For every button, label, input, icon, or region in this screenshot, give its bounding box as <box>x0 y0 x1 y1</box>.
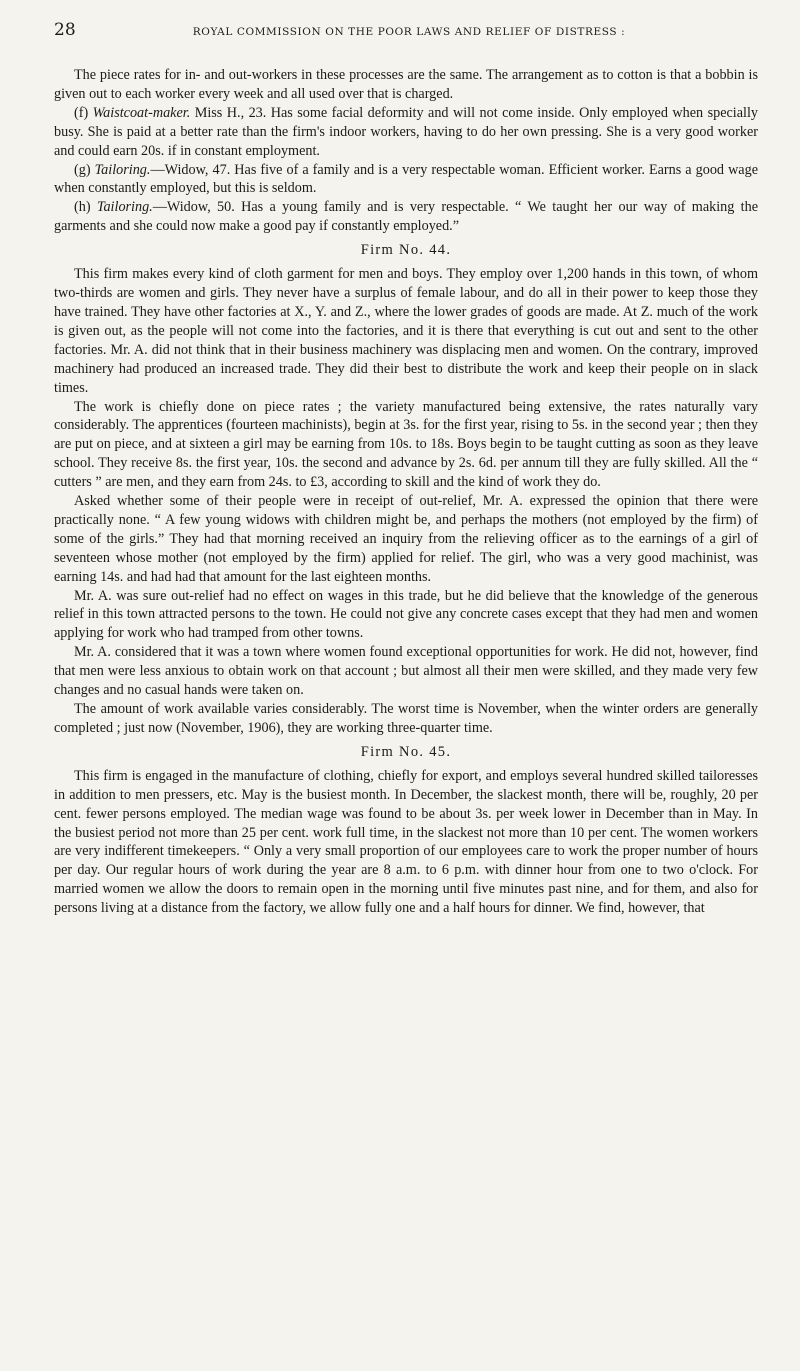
case-entry-g: (g) Tailoring.—Widow, 47. Has five of a family and is a very respectable woman. Efficient worker. Earns a good wage when constantly employed, but this is seldom. <box>54 161 759 197</box>
paragraph: Asked whether some of their people were in receipt of out-relief, Mr. A. expressed the opinion that there were practically none. “ A few young widows with children might be, and perhaps the mothers (not employed by the firm) of some of the girls.” They had that morning received an inquiry from the relieving officer as to the earnings of a girl of seventeen whose mother (not employed by the firm) applied for relief. The girl, who was a very good machinist, was earning 14s. and had had that amount for the last eighteen months. <box>54 493 758 585</box>
paragraph: The work is chiefly done on piece rates ; the variety manufactured being extensive, the rates naturally vary considerably. The apprentices (fourteen machinists), begin at 3s. for the first year, rising to 5s. in the second year ; then they are put on piece, and at sixteen a girl may be earning from 10s. to 18s. Boys begin to be taught cutting as soon as they leave school. They receive 8s. the first year, 10s. the second and advance by 2s. 6d. per annum till they are fully skilled. All the “ cutters ” are men, and they earn from 24s. to £3, according to skill and the kind of work they do. <box>54 398 758 491</box>
paragraph: Mr. A. considered that it was a town where women found exceptional opportunities for work. He did not, however, find that men were less anxious to obtain work on that account ; but almost all their men were skilled, and they made very few changes and no casual hands were taken on. <box>54 644 758 699</box>
section-heading-firm-45: Firm No. 45. <box>360 743 452 760</box>
paragraph: The amount of work available varies considerably. The worst time is November, when the winter orders are generally completed ; just now (November, 1906), they are working three-quarter time. <box>54 701 758 736</box>
page-number: 28 <box>54 20 76 40</box>
case-text: —Widow, 50. Has a young family and is very respectable. “ We taught her our way of making the garments and she could now make a good pay if constantly employed.” <box>54 199 759 235</box>
case-trade: Tailoring. <box>96 199 153 216</box>
case-text: —Widow, 47. Has five of a family and is a very respectable woman. Efficient worker. Earns a good wage when constantly employed, but this is seldom. <box>54 161 759 197</box>
paragraph: This firm is engaged in the manufacture of clothing, chiefly for export, and employs several hundred skilled tailoresses in addition to men pressers, etc. May is the busiest month. In December, the slackest month, there will be, roughly, 20 per cent. fewer persons employed. The median wage was found to be about 3s. per week lower in December than in May. In the busiest period not more than 25 per cent. work full time, in the slackest not more than 10 per cent. The women workers are very indifferent timekeepers. “ Only a very small proportion of our employees care to work the proper number of hours per day. Our regular hours of work during the year are 8 a.m. to 6 p.m. with dinner hour from one to two o'clock. For married women we allow the doors to remain open in the morning until five minutes past nine, and for them, and also for persons living at a distance from the factory, we allow fully one and a half hours for dinner. We find, however, that <box>54 767 758 917</box>
running-title: ROYAL COMMISSION ON THE POOR LAWS AND RELIEF OF DISTRESS : <box>192 26 626 38</box>
paragraph: This firm makes every kind of cloth garment for men and boys. They employ over 1,200 hands in this town, of whom two-thirds are women and girls. They never have a surplus of female labour, and do all in their power to keep those they have trained. They have other factories at X., Y. and Z., where the lower grades of goods are made. At Z. much of the work is given out, as the people will not come into the factories, and it is there that everything is cut out and sent to the other factories. Mr. A. did not think that in their business machinery was displacing men and women. On the contrary, improved machinery had produced an increased trade. They did their best to distribute the work and keep their people on in slack times. <box>54 266 758 396</box>
paragraph: Mr. A. was sure out-relief had no effect on wages in this trade, but he did believe that the knowledge of the generous relief in this town attracted persons to the town. He could not give any concrete cases except that they had men and women applying for work who had tramped from other towns. <box>54 587 758 642</box>
case-trade: Waistcoat-maker. <box>92 104 191 121</box>
case-text: Miss H., 23. Has some facial deformity and will not come inside. Only employed when specially busy. She is paid at a better rate than the firm's indoor workers, having to do her own pressing. She is a very good worker and could earn 20s. if in constant employment. <box>54 104 759 159</box>
paragraph: The piece rates for in- and out-workers in these processes are the same. The arrangement as to cotton is that a bobbin is given out to each worker every week and all used over that is charged. <box>54 67 758 102</box>
case-trade: Tailoring. <box>94 161 151 178</box>
running-header <box>54 20 758 42</box>
case-entry-f: (f) Waistcoat-maker. Miss H., 23. Has some facial deformity and will not come inside. Only employed when specially busy. She is paid at a better rate than the firm's indoor workers, having to do her own pressing. She is a very good worker and could earn 20s. if in constant employment. <box>54 104 759 159</box>
case-entry-h: (h) Tailoring.—Widow, 50. Has a young family and is very respectable. “ We taught her our way of making the garments and she could now make a good pay if constantly employed.” <box>54 199 759 235</box>
section-heading-firm-44: Firm No. 44. <box>360 242 452 259</box>
